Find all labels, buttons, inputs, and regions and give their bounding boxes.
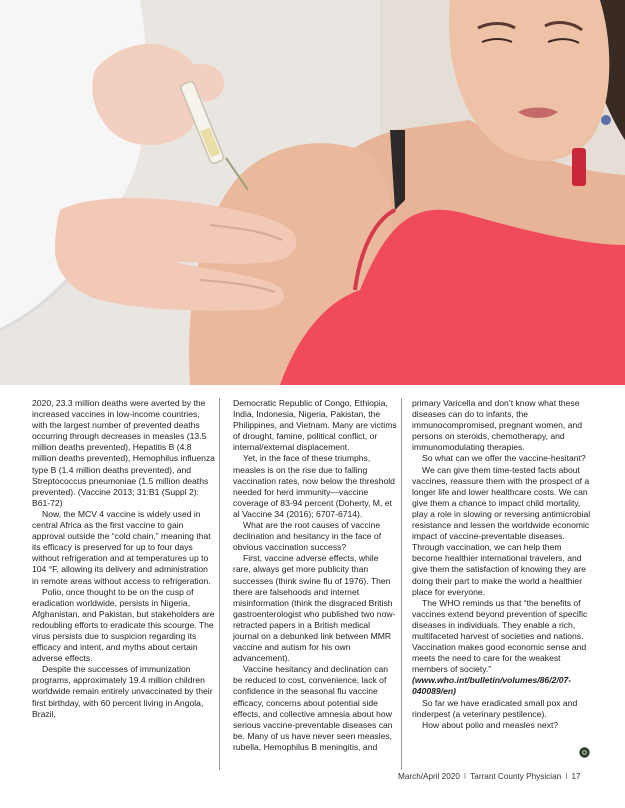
page-number: 17: [571, 772, 581, 781]
article-paragraph: So what can we offer the vaccine-hesitant?: [422, 453, 586, 464]
footer-separator: I: [565, 772, 568, 781]
article-paragraph: How about polio and measles next?: [422, 719, 559, 730]
column-divider: [401, 398, 402, 770]
who-quote-text: The WHO reminds us that “the benefits of vaccines extend beyond prevention of specific diseases in individuals. They enable a rich, multifaceted harvest of societies and nations. Vaccination makes good economic sense and meets the need to care for the weakest members of society.”: [412, 597, 588, 675]
issue-date: March/April 2020: [398, 772, 460, 781]
article-column-3: [412, 398, 592, 731]
article-paragraph: Polio, once thought to be on the cusp of eradication worldwide, persists in Nigeria, Afghanistan, and Pakistan, but stakeholders are redoubling efforts to eradicate this scourge. The virus persists due to suspicion regarding its efficacy and intent, and myths about certain adverse effects.: [32, 586, 215, 664]
article-paragraph: 2020, 23.3 million deaths were averted by the increased vaccines in low-income countries, with the largest number of prevented deaths occurring through decreases in measles (13.5 million deaths prevented), Hepatitis B (4.8 million deaths prevented), Hemophilus influenza type B (1.4 million deaths prevented), and Streptococcus pneumoniae (1.5 million deaths prevented). (Vaccine 2013; 31:B1 (Suppl 2): B61-72): [32, 398, 215, 508]
article-paragraph: So far we have eradicated small pox and rinderpest (a veterinary pestilence).: [412, 697, 578, 719]
article-paragraph: We can give them time-tested facts about vaccines, reassure them with the prospect of a longer life and lower healthcare costs. We can give them a chance to impact child mortality, play a role in slowing or reversing antimicrobial resistance and lessen the worldwide economic impact of vaccine-preventable diseases. Through vaccination, we can help them become healthier international travelers, and give them the satisfaction of knowing they are doing their part to make the world a healthier place for everyone.: [412, 464, 591, 597]
photo-illustration: [0, 0, 625, 385]
who-quote-paragraph: [412, 598, 592, 698]
article-column-1: [32, 398, 215, 720]
publication-name: Tarrant County Physician: [470, 772, 562, 781]
who-citation-link[interactable]: (www.who.int/bulletin/volumes/86/2/07-040089/en): [412, 675, 572, 697]
column-divider: [219, 398, 220, 770]
article-column-2: [233, 398, 397, 753]
end-of-article-icon: [579, 747, 590, 758]
page-footer: [398, 772, 581, 781]
footer-separator: I: [463, 772, 467, 781]
article-paragraph: Democratic Republic of Congo, Ethiopia, India, Indonesia, Nigeria, Pakistan, the Philippines, and Vietnam. Many are victims of drought, famine, political conflict, or internal/external displacement.: [233, 398, 397, 453]
article-paragraph: Vaccine hesitancy and declination can be reduced to cost, convenience, lack of confidence in the seasonal flu vaccine efficacy, concerns about potential side effects, and collective amnesia about how serious vaccine-preventable diseases can be. Many of us have never seen measles, rubella, Hemophilus B meningitis, and: [233, 664, 393, 752]
article-paragraph: First, vaccine adverse effects, while rare, always get more publicity than successes (think swine flu of 1976). Then there are falsehoods and internet misinformation (think the disgraced British gastroenterologist who published two now-retracted papers in a British medical journal on a debunked link between MMR vaccine and autism for his own advancement).: [233, 553, 396, 664]
article-paragraph: Yet, in the face of these triumphs, measles is on the rise due to falling vaccination rates, now below the threshold needed for herd immunity—vaccine coverage of 83-94 percent (Doherty, M, et al Vaccine 34 (2016); 6707-6714).: [233, 453, 395, 519]
article-paragraph: primary Varicella and don’t know what these diseases can do to infants, the immunocompromised, pregnant women, and persons on steroids, chemotherapy, and immunomodulating therapies.: [412, 398, 583, 453]
article-paragraph: What are the root causes of vaccine declination and hesitancy in the face of obvious vaccination success?: [233, 520, 382, 553]
vaccination-photo: [0, 0, 625, 385]
article-paragraph: Despite the successes of immunization programs, approximately 19.4 million children worldwide remain entirely unvaccinated by their first birthday, with 60 percent living in Angola, Brazil,: [32, 664, 213, 719]
article-paragraph: Now, the MCV 4 vaccine is widely used in central Africa as the first vaccine to gain approval outside the “cold chain,” meaning that its efficacy is preserved for up to four days without refrigeration and at temperatures up to 104 °F, allowing its delivery and administration in remote areas without access to refrigeration.: [32, 508, 211, 586]
